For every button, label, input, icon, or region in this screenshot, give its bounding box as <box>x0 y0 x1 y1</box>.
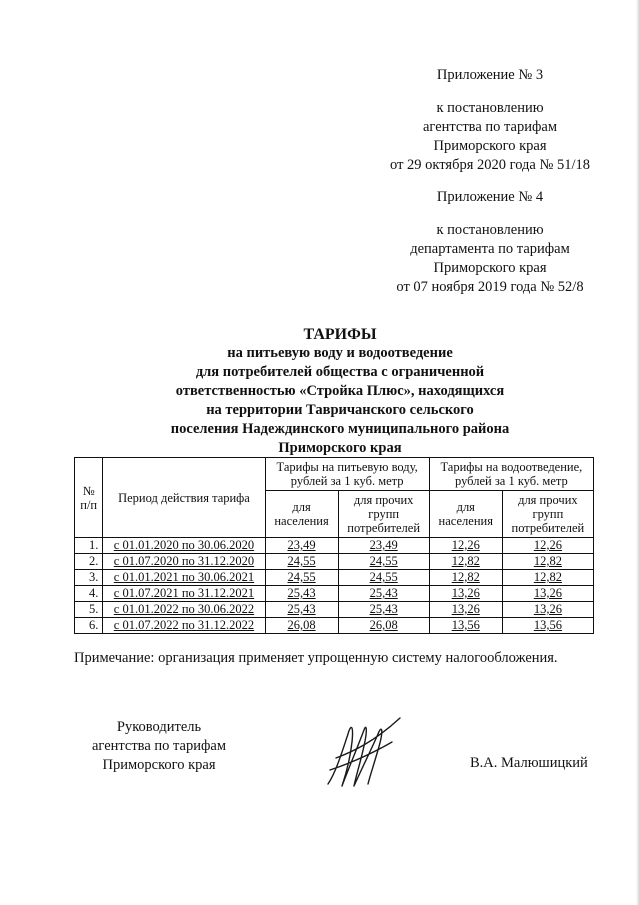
row-water-population: 24,55 <box>265 570 338 586</box>
row-water-population: 25,43 <box>265 602 338 618</box>
row-sewage-other: 12,26 <box>502 538 593 554</box>
row-number: 1. <box>75 538 103 554</box>
document-title <box>90 325 590 458</box>
header-water-other: для прочих групп потребителей <box>338 491 429 538</box>
signatory-position-line: агентства по тарифам <box>92 738 226 754</box>
row-period: с 01.01.2021 по 30.06.2021 <box>103 570 265 586</box>
header-sewage-tariff: Тарифы на водоотведение, рублей за 1 куб. метр <box>429 458 593 491</box>
appendix-heading: Приложение № 4 <box>436 189 544 205</box>
row-period: с 01.01.2022 по 30.06.2022 <box>103 602 265 618</box>
row-water-other: 26,08 <box>338 618 429 634</box>
row-water-other: 23,49 <box>338 538 429 554</box>
row-water-other: 24,55 <box>338 554 429 570</box>
row-sewage-other: 12,82 <box>502 554 593 570</box>
row-sewage-other: 12,82 <box>502 570 593 586</box>
row-period: с 01.07.2022 по 31.12.2022 <box>103 618 265 634</box>
header-water-tariff: Тарифы на питьевую воду, рублей за 1 куб. метр <box>265 458 429 491</box>
table-row <box>75 570 594 586</box>
title-line: ответственностью «Стройка Плюс», находящихся <box>175 383 505 399</box>
title-line: Приморского края <box>278 440 402 456</box>
appendix-line: агентства по тарифам <box>423 119 557 135</box>
signatory-position <box>74 718 244 775</box>
row-sewage-population: 12,82 <box>429 570 502 586</box>
signatory-position-line: Приморского края <box>102 757 216 773</box>
row-number: 4. <box>75 586 103 602</box>
title-line: поселения Надеждинского муниципального района <box>170 421 510 437</box>
row-number: 3. <box>75 570 103 586</box>
tariff-table <box>74 457 594 634</box>
row-sewage-other: 13,56 <box>502 618 593 634</box>
appendix-line: от 07 ноября 2019 года № 52/8 <box>396 279 584 295</box>
signature-image <box>318 712 410 790</box>
table-row <box>75 586 594 602</box>
table-row <box>75 538 594 554</box>
row-sewage-population: 12,82 <box>429 554 502 570</box>
table-row <box>75 602 594 618</box>
header-period: Период действия тарифа <box>103 458 265 538</box>
header-number: № п/п <box>75 458 103 538</box>
title-line: для потребителей общества с ограниченной <box>195 364 485 380</box>
table-row <box>75 554 594 570</box>
signatory-position-line: Руководитель <box>116 719 202 735</box>
row-water-population: 25,43 <box>265 586 338 602</box>
row-water-other: 25,43 <box>338 586 429 602</box>
row-water-population: 23,49 <box>265 538 338 554</box>
title-main: ТАРИФЫ <box>303 326 377 343</box>
row-number: 2. <box>75 554 103 570</box>
signatory-name: В.А. Малюшицкий <box>470 755 588 771</box>
row-sewage-population: 12,26 <box>429 538 502 554</box>
header-water-population: для населения <box>265 491 338 538</box>
scan-edge <box>636 0 640 905</box>
title-line: на территории Тавричанского сельского <box>206 402 474 418</box>
row-water-population: 24,55 <box>265 554 338 570</box>
appendix-line: Приморского края <box>433 138 547 154</box>
row-period: с 01.01.2020 по 30.06.2020 <box>103 538 265 554</box>
row-sewage-population: 13,56 <box>429 618 502 634</box>
title-line: на питьевую воду и водоотведение <box>227 345 453 361</box>
appendix-line: Приморского края <box>433 260 547 276</box>
row-number: 6. <box>75 618 103 634</box>
appendix-block-2 <box>370 188 610 297</box>
appendix-line: департамента по тарифам <box>410 241 570 257</box>
note: Примечание: организация применяет упрощенную систему налогообложения. <box>74 650 558 666</box>
appendix-line: к постановлению <box>436 100 544 116</box>
header-sewage-population: для населения <box>429 491 502 538</box>
row-water-other: 24,55 <box>338 570 429 586</box>
appendix-heading: Приложение № 3 <box>436 67 544 83</box>
row-sewage-other: 13,26 <box>502 586 593 602</box>
row-water-other: 25,43 <box>338 602 429 618</box>
appendix-line: от 29 октября 2020 года № 51/18 <box>390 157 590 173</box>
row-sewage-population: 13,26 <box>429 602 502 618</box>
row-period: с 01.07.2021 по 31.12.2021 <box>103 586 265 602</box>
header-sewage-other: для прочих групп потребителей <box>502 491 593 538</box>
table-row <box>75 618 594 634</box>
row-period: с 01.07.2020 по 31.12.2020 <box>103 554 265 570</box>
row-number: 5. <box>75 602 103 618</box>
appendix-block-1 <box>370 66 610 175</box>
row-sewage-population: 13,26 <box>429 586 502 602</box>
row-water-population: 26,08 <box>265 618 338 634</box>
appendix-line: к постановлению <box>436 222 544 238</box>
row-sewage-other: 13,26 <box>502 602 593 618</box>
